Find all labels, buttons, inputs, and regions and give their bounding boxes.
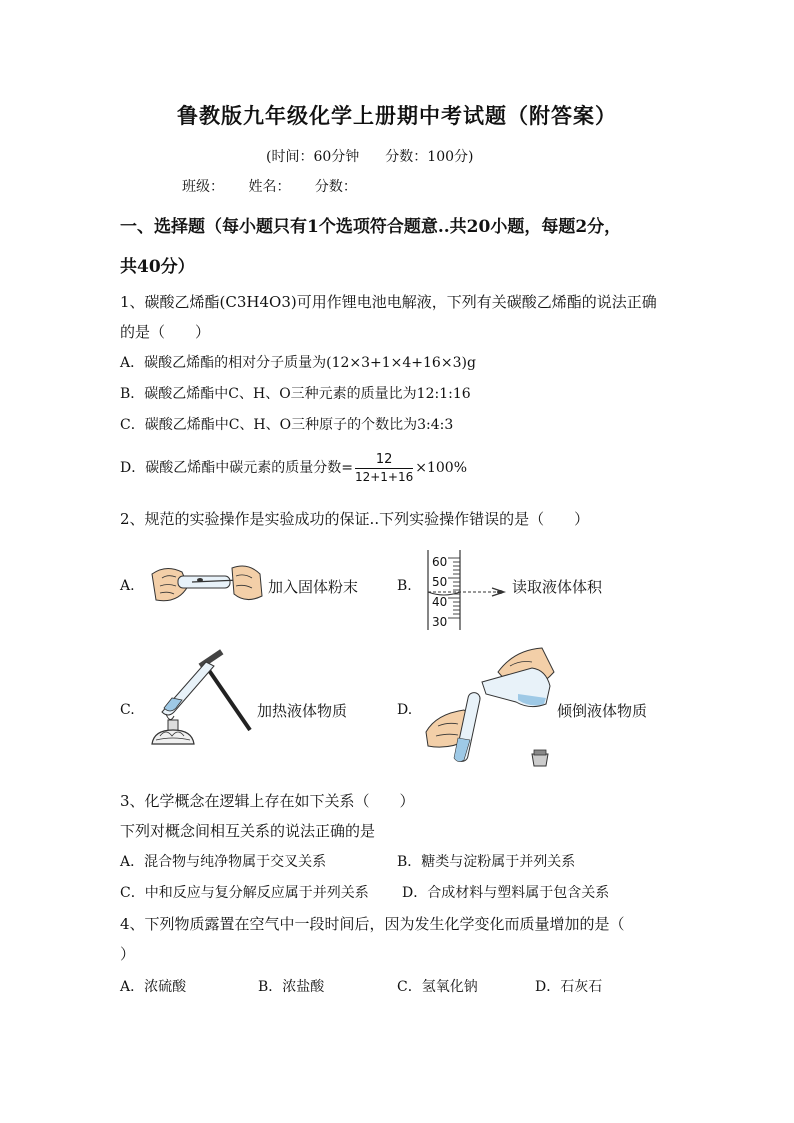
q4-option-b: B．浓盐酸 [258,979,325,995]
fraction-numerator: 12 [355,452,413,469]
q2-caption-d: 倾倒液体物质 [557,702,648,720]
adding-powder-illustration [148,560,268,608]
q3-stem-line2: 下列对概念间相互关系的说法正确的是 [120,822,376,840]
q1-option-d [120,452,467,484]
q2-caption-c: 加热液体物质 [257,702,348,720]
q2-label-d: D. [397,702,413,718]
q2-caption-b: 读取液体体积 [512,578,603,596]
fraction-denominator: 12+1+16 [354,470,414,484]
q3-option-a: A．混合物与纯净物属于交叉关系 [120,854,327,870]
page-title: 鲁教版九年级化学上册期中考试题（附答案） [177,103,617,128]
q2-stem: 2、规范的实验操作是实验成功的保证..下列实验操作错误的是（ ） [120,510,590,528]
q3-stem-line1: 3、化学概念在逻辑上存在如下关系（ ） [120,792,415,810]
score-info: 分数：100分) [385,149,474,165]
cylinder-tick-30: 30 [432,615,448,629]
cylinder-tick-60: 60 [432,555,448,569]
class-field: 班级： [182,179,224,195]
student-fields [182,176,377,196]
q4-stem-line1: 4、下列物质露置在空气中一段时间后，因为发生化学变化而质量增加的是（ [120,915,625,933]
q3-option-d: D．合成材料与塑料属于包含关系 [402,885,610,901]
q1-option-a: A．碳酸乙烯酯的相对分子质量为(12×3+1×4+16×3)g [120,355,476,371]
q4-option-a: A．浓硫酸 [120,979,187,995]
section-heading-line1: 一、选择题（每小题只有1个选项符合题意..共20小题，每题2分， [120,217,622,237]
pouring-liquid-illustration [418,642,558,770]
q4-option-c: C．氢氧化钠 [397,979,478,995]
exam-info [266,146,473,166]
q3-option-b: B．糖类与淀粉属于并列关系 [397,854,576,870]
q2-caption-a: 加入固体粉末 [268,578,359,596]
q3-option-c: C．中和反应与复分解反应属于并列关系 [120,885,369,901]
q1-option-d-suffix: ×100% [415,460,468,476]
time-info: (时间：60分钟 [266,149,360,165]
q2-label-b: B. [397,578,412,594]
q4-option-d: D．石灰石 [535,979,603,995]
q4-stem-line2: ） [120,945,136,963]
q2-label-c: C. [120,702,135,718]
heating-liquid-illustration [146,652,254,752]
score-field: 分数： [314,179,357,195]
cylinder-scale-labels [432,552,447,632]
q2-label-a: A. [120,578,135,594]
cylinder-tick-40: 40 [432,595,448,609]
q1-option-b: B．碳酸乙烯酯中C、H、O三种元素的质量比为12:1:16 [120,386,471,402]
cylinder-tick-50: 50 [432,575,448,589]
section-heading-line2: 共40分） [120,257,195,277]
q1-option-d-prefix: D．碳酸乙烯酯中碳元素的质量分数= [120,460,353,476]
name-field: 姓名： [248,179,291,195]
q1-option-c: C．碳酸乙烯酯中C、H、O三种原子的个数比为3:4:3 [120,417,454,433]
q1-stem-line2: 的是（ ） [120,323,211,341]
q1-stem-line1: 1、碳酸乙烯酯(C3H4O3)可用作锂电池电解液，下列有关碳酸乙烯酯的说法正确 [120,293,657,311]
fraction [355,452,413,484]
